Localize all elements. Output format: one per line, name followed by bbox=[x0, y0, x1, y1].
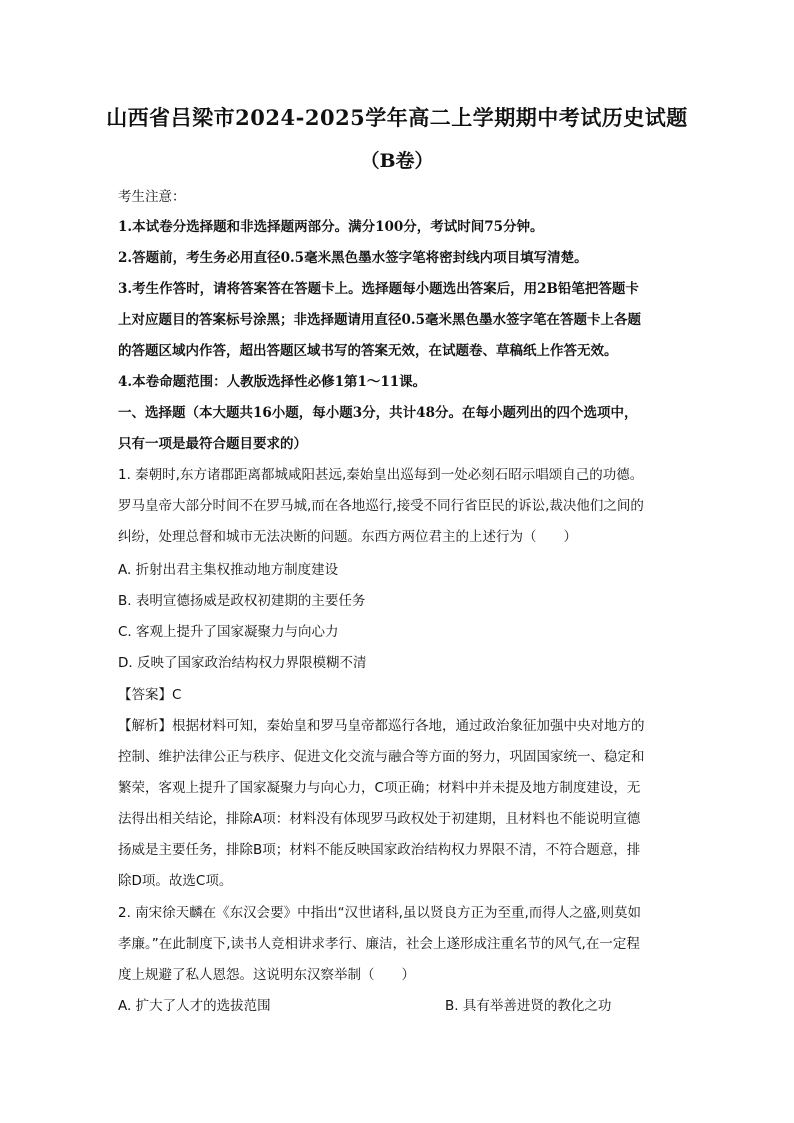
notice-item-2: 2.答题前，考生务必用直径0.5毫米黑色墨水签字笔将密封线内项目填写清楚。 bbox=[118, 250, 588, 266]
q1-analysis-line-2: 控制、维护法律公正与秩序、促进文化交流与融合等方面的努力，巩固国家统一、稳定和 bbox=[118, 749, 645, 765]
q1-stem-line-2: 罗马皇帝大部分时间不在罗马城,而在各地巡行,接受不同行省臣民的诉讼,裁决他们之间的 bbox=[118, 498, 644, 514]
q1-analysis-line-4: 法得出相关结论，排除A项：材料没有体现罗马政权处于初建期，且材料也不能说明宣德 bbox=[118, 811, 641, 827]
q1-stem-line-1: 1. 秦朝时,东方诸郡距离都城咸阳甚远,秦始皇出巡每到一处必刻石昭示唱颂自己的功德。 bbox=[118, 467, 644, 483]
q1-analysis-line-5: 扬威是主要任务，排除B项；材料不能反映国家政治结构权力界限不清，不符合题意，排 bbox=[118, 842, 641, 858]
q1-answer: 【答案】C bbox=[118, 687, 182, 703]
notice-item-3: 3.考生作答时，请将答案答在答题卡上。选择题每小题选出答案后，用2B铅笔把答题卡 bbox=[118, 281, 639, 297]
notice-item-1: 1.本试卷分选择题和非选择题两部分。满分100分，考试时间75分钟。 bbox=[118, 219, 544, 235]
document-subtitle: （B卷） bbox=[360, 150, 434, 172]
q1-analysis-line-3: 繁荣，客观上提升了国家凝聚力与向心力，C项正确；材料中并未提及地方制度建设，无 bbox=[118, 780, 641, 796]
q1-stem-line-3: 纠纷，处理总督和城市无法决断的问题。东西方两位君主的上述行为（ ） bbox=[118, 529, 577, 545]
document-title: 山西省吕梁市2024-2025学年高二上学期期中考试历史试题 bbox=[106, 105, 688, 130]
q2-option-a: A. 扩大了人才的选拔范围 bbox=[118, 998, 271, 1014]
q2-stem-line-1: 2. 南宋徐天麟在《东汉会要》中指出“汉世诸科,虽以贤良方正为至重,而得人之盛,则莫如 bbox=[118, 905, 642, 921]
notice-heading: 考生注意： bbox=[118, 189, 186, 205]
q1-option-d: D. 反映了国家政治结构权力界限模糊不清 bbox=[118, 655, 367, 671]
q1-analysis-line-1: 【解析】根据材料可知，秦始皇和罗马皇帝都巡行各地，通过政治象征加强中央对地方的 bbox=[118, 718, 645, 734]
notice-item-4: 4.本卷命题范围：人教版选择性必修1第1～11课。 bbox=[118, 374, 427, 390]
q2-stem-line-2: 孝廉。”在此制度下,读书人竞相讲求孝行、廉洁，社会上遂形成注重名节的风气,在一定程 bbox=[118, 936, 640, 952]
section-heading: 一、选择题（本大题共16小题，每小题3分，共计48分。在每小题列出的四个选项中， bbox=[118, 405, 638, 421]
q1-option-a: A. 折射出君主集权推动地方制度建设 bbox=[118, 562, 339, 578]
q1-analysis-line-6: 除D项。故选C项。 bbox=[118, 873, 233, 889]
q2-stem-line-3: 度上规避了私人恩怨。这说明东汉察举制（ ） bbox=[118, 967, 415, 983]
q1-option-b: B. 表明宣德扬威是政权初建期的主要任务 bbox=[118, 593, 366, 609]
section-heading-cont: 只有一项是最符合题目要求的） bbox=[118, 436, 307, 452]
q1-option-c: C. 客观上提升了国家凝聚力与向心力 bbox=[118, 624, 339, 640]
notice-item-3-cont1: 上对应题目的答案标号涂黑；非选择题请用直径0.5毫米黑色墨水签字笔在答题卡上各题 bbox=[118, 312, 641, 328]
q2-option-b: B. 具有举善进贤的教化之功 bbox=[445, 998, 612, 1014]
notice-item-3-cont2: 的答题区域内作答，超出答题区域书写的答案无效，在试题卷、草稿纸上作答无效。 bbox=[118, 343, 618, 359]
